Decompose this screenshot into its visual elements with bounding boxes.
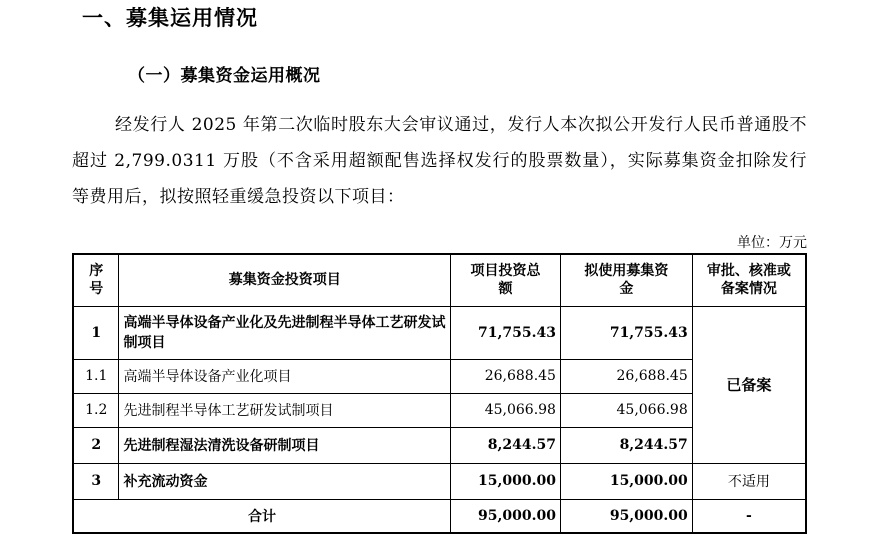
unit-label: 单位：万元 bbox=[737, 235, 807, 251]
row-total: 71,755.43 bbox=[451, 306, 561, 359]
row-total: 45,066.98 bbox=[451, 393, 561, 427]
row-approval: 不适用 bbox=[692, 463, 806, 499]
header-idx: 序号 bbox=[73, 254, 119, 306]
row-use: 45,066.98 bbox=[560, 393, 692, 427]
header-approval: 审批、核准或备案情况 bbox=[692, 254, 806, 306]
total-label: 合计 bbox=[73, 499, 451, 533]
subsection-heading: （一）募集资金运用概况 bbox=[128, 66, 321, 86]
row-project: 先进制程湿法清洗设备研制项目 bbox=[119, 427, 451, 463]
row-idx: 1.1 bbox=[73, 359, 119, 393]
row-total: 26,688.45 bbox=[451, 359, 561, 393]
section-heading: 一、募集运用情况 bbox=[82, 6, 258, 30]
total-row bbox=[73, 499, 806, 533]
intro-paragraph: 经发行人 2025 年第二次临时股东大会审议通过，发行人本次拟公开发行人民币普通股不超过 2,799.0311 万股（不含采用超额配售选择权发行的股票数量），实际募集资金扣除发行等费用后，拟按照轻重缓急投资以下项目： bbox=[72, 115, 807, 207]
total-sum: 95,000.00 bbox=[451, 499, 561, 533]
header-use: 拟使用募集资金 bbox=[560, 254, 692, 306]
row-project: 高端半导体设备产业化项目 bbox=[119, 359, 451, 393]
row-use: 15,000.00 bbox=[560, 463, 692, 499]
row-idx: 1 bbox=[73, 306, 119, 359]
row-idx: 3 bbox=[73, 463, 119, 499]
table-row bbox=[73, 306, 806, 359]
header-project: 募集资金投资项目 bbox=[119, 254, 451, 306]
row-total: 8,244.57 bbox=[451, 427, 561, 463]
header-total: 项目投资总额 bbox=[451, 254, 561, 306]
row-total: 15,000.00 bbox=[451, 463, 561, 499]
row-project: 先进制程半导体工艺研发试制项目 bbox=[119, 393, 451, 427]
approval-merged-cell: 已备案 bbox=[692, 306, 806, 463]
row-use: 26,688.45 bbox=[560, 359, 692, 393]
fund-usage-table bbox=[72, 253, 807, 534]
row-use: 8,244.57 bbox=[560, 427, 692, 463]
row-idx: 2 bbox=[73, 427, 119, 463]
table-row bbox=[73, 463, 806, 499]
total-approval: - bbox=[692, 499, 806, 533]
row-use: 71,755.43 bbox=[560, 306, 692, 359]
row-idx: 1.2 bbox=[73, 393, 119, 427]
table-header-row bbox=[73, 254, 806, 306]
total-use: 95,000.00 bbox=[560, 499, 692, 533]
row-project: 补充流动资金 bbox=[119, 463, 451, 499]
row-project: 高端半导体设备产业化及先进制程半导体工艺研发试制项目 bbox=[119, 306, 451, 359]
